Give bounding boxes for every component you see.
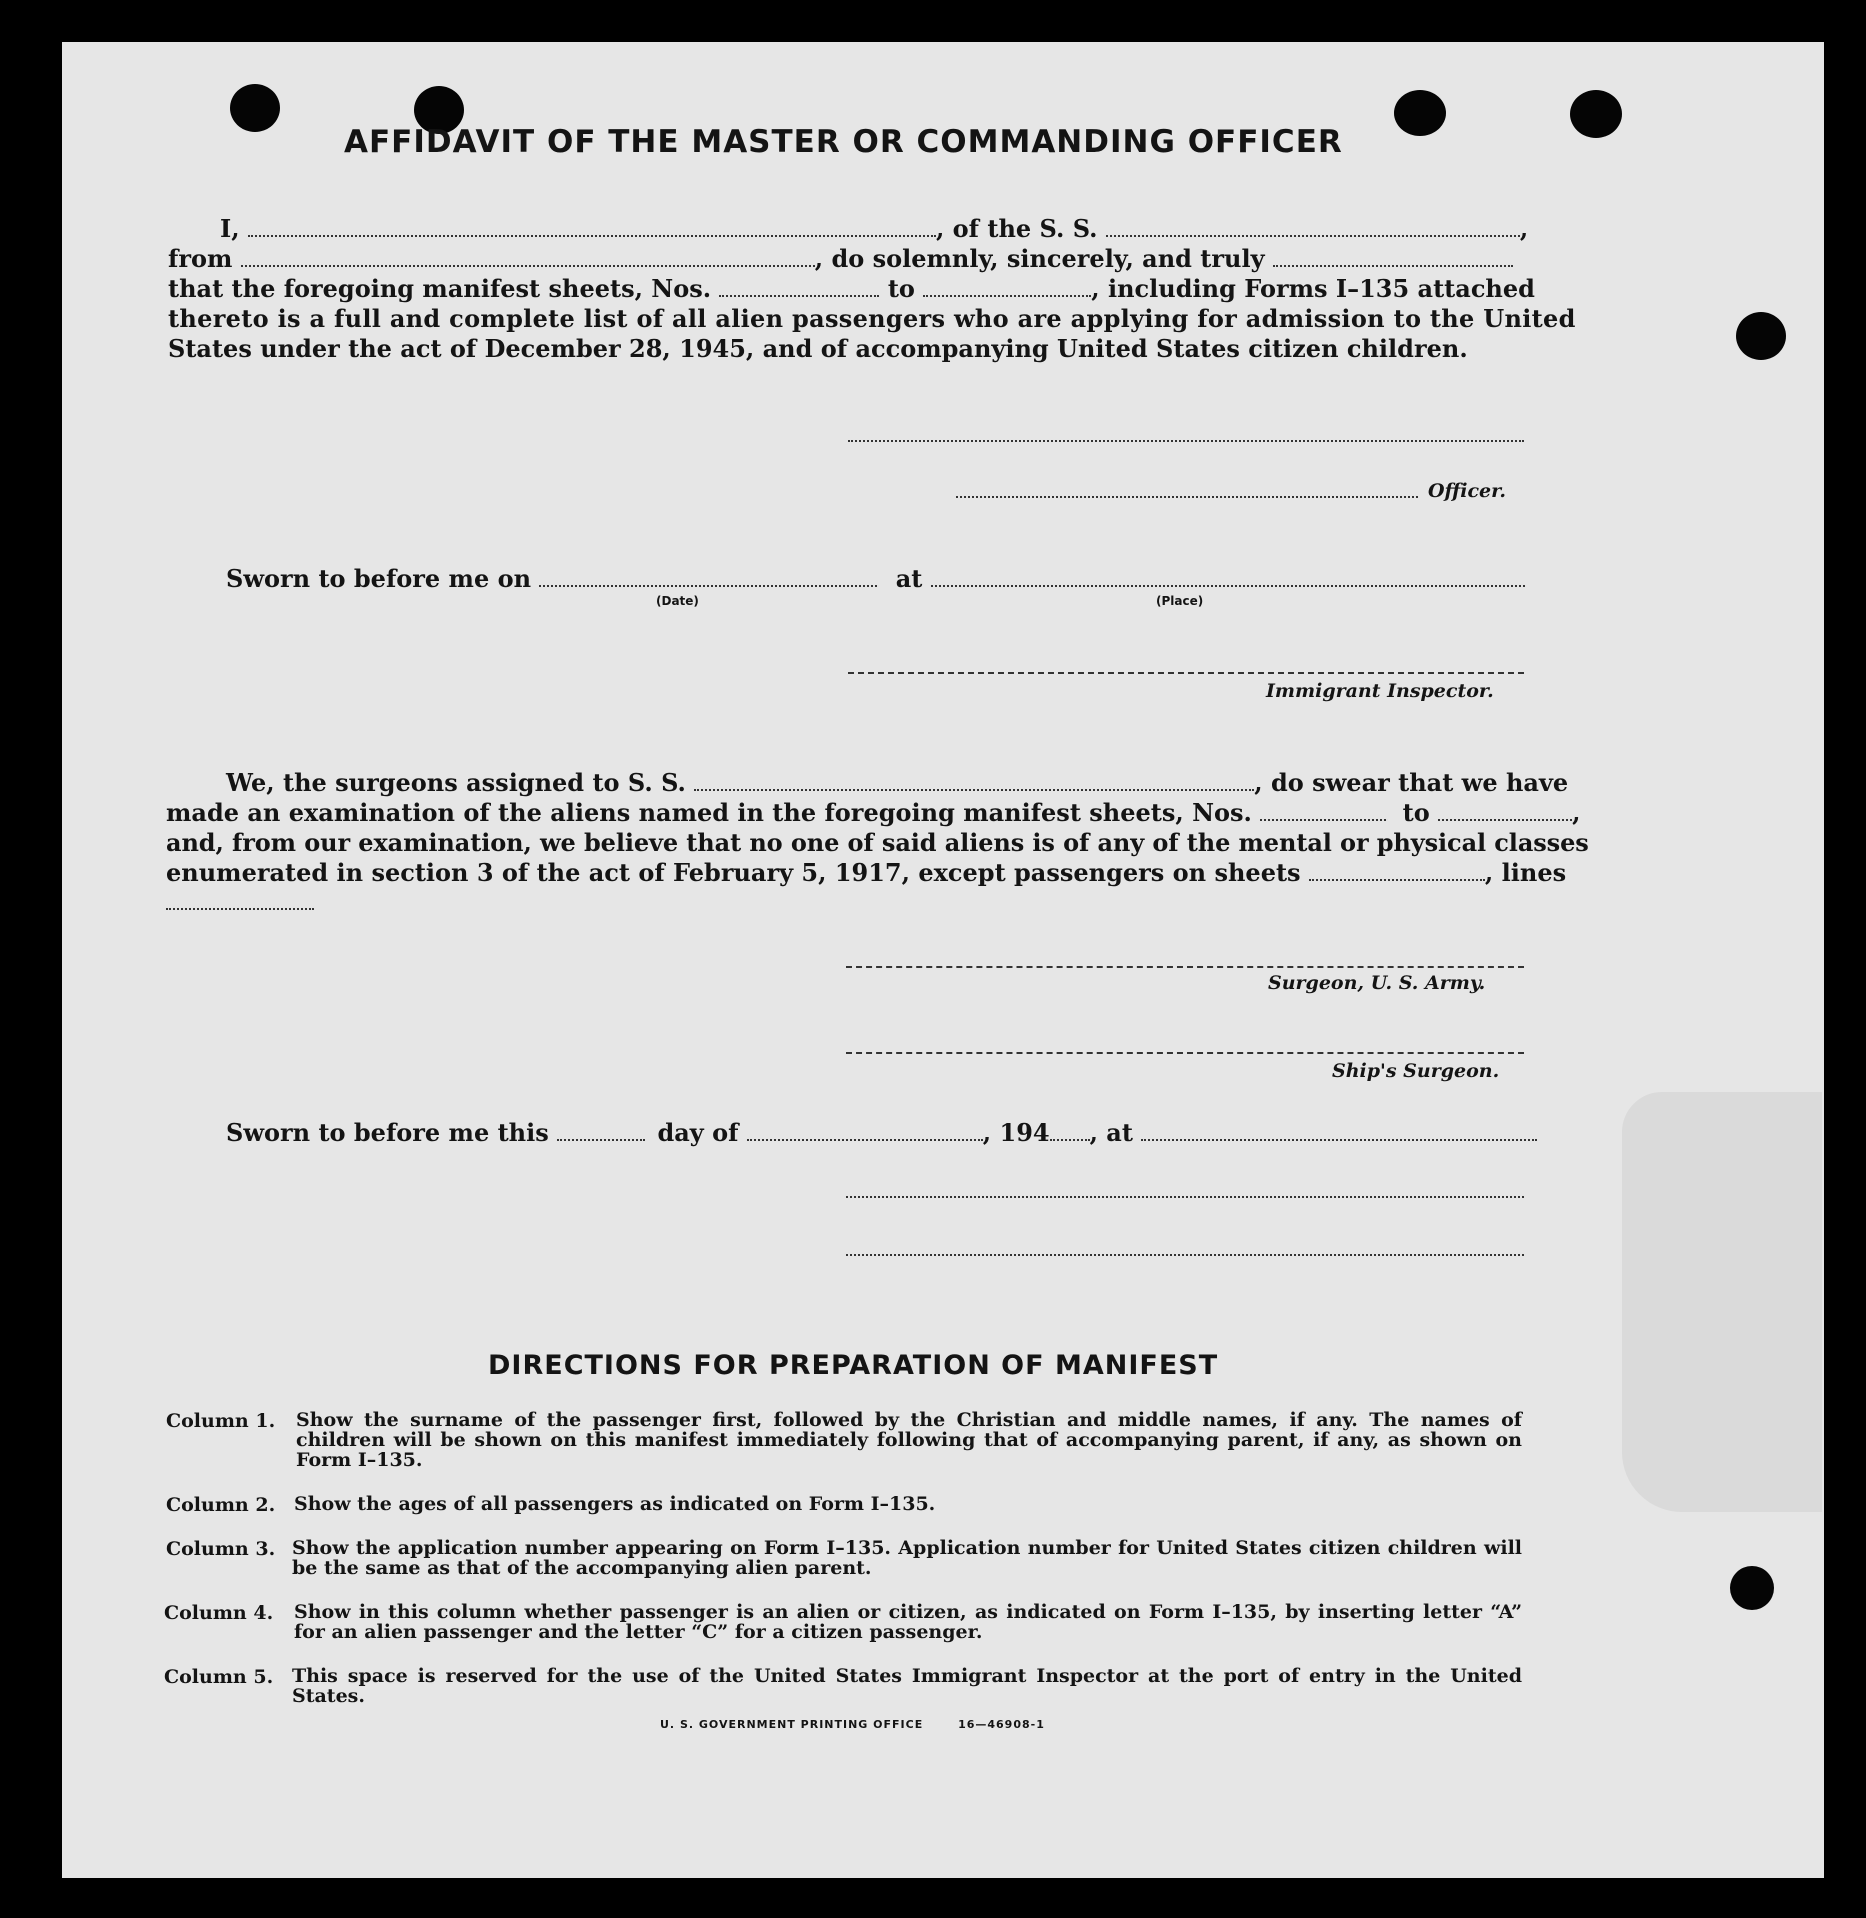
- surgeon-ship-field[interactable]: [694, 769, 1254, 791]
- year-prefix-text: , 194: [982, 1118, 1050, 1147]
- to-text: to: [1402, 798, 1430, 827]
- lines-text: , lines: [1484, 858, 1567, 887]
- column-1-text: Show the surname of the passenger first, followed by the Christian and middle names, if any. The names of children will be shown on this manifest immediately following that of accompanying parent, if any, as shown on Form I–135.: [296, 1409, 1522, 1471]
- from-text: from: [168, 244, 233, 273]
- army-surgeon-signature-line[interactable]: [846, 966, 1524, 968]
- sworn-this-text: Sworn to before me this: [226, 1118, 549, 1147]
- sheets-to-field[interactable]: [923, 275, 1091, 297]
- column-2-label: Column 2.: [166, 1494, 276, 1516]
- column-4-label: Column 4.: [164, 1602, 274, 1624]
- ship-name-field[interactable]: [1106, 215, 1520, 237]
- column-2-text: Show the ages of all passengers as indicated on Form I–135.: [294, 1493, 936, 1515]
- surgeons-line-3: and, from our examination, we believe that no one of said aliens is of any of the mental or physical classes: [166, 828, 1589, 857]
- manifest-sheets-text: that the foregoing manifest sheets, Nos.: [168, 274, 712, 303]
- sheets-from-field[interactable]: [719, 275, 879, 297]
- sworn-date-field[interactable]: [539, 565, 877, 587]
- surgeons-line-1: [226, 768, 1568, 798]
- column-5-label: Column 5.: [164, 1666, 274, 1688]
- surgeons-line-4: [166, 858, 1566, 888]
- column-3-label: Column 3.: [166, 1538, 276, 1560]
- comma: ,: [1572, 798, 1581, 827]
- punch-hole: [1570, 90, 1622, 138]
- immigrant-inspector-label: Immigrant Inspector.: [1266, 680, 1494, 702]
- examination-text: made an examination of the aliens named in the foregoing manifest sheets, Nos.: [166, 798, 1252, 827]
- day-of-text: day of: [657, 1118, 739, 1147]
- oath-field[interactable]: [1273, 245, 1513, 267]
- place-label: (Place): [1156, 594, 1204, 608]
- sworn-line-2: [226, 1118, 1537, 1148]
- ships-surgeon-signature-line[interactable]: [846, 1052, 1524, 1054]
- except-lines-field[interactable]: [166, 908, 314, 910]
- master-signature-line[interactable]: [848, 440, 1524, 442]
- column-4-text: Show in this column whether passenger is an alien or citizen, as indicated on Form I–135, by inserting letter “A” for an alien passenger and the letter “C” for a citizen passenger.: [294, 1601, 1522, 1643]
- do-swear-text: , do swear that we have: [1254, 768, 1569, 797]
- sworn-day-field[interactable]: [557, 1119, 645, 1141]
- paper-stain: [1622, 1092, 1822, 1512]
- exam-sheets-to-field[interactable]: [1438, 799, 1572, 821]
- directions-title: DIRECTIONS FOR PREPARATION OF MANIFEST: [488, 1350, 1219, 1381]
- punch-hole: [1730, 1566, 1774, 1610]
- including-forms-text: , including Forms I–135 attached: [1091, 274, 1535, 303]
- sworn-year-field[interactable]: [1050, 1119, 1090, 1141]
- sworn-month-field[interactable]: [747, 1119, 983, 1141]
- form-code-text: 16—46908-1: [958, 1718, 1045, 1731]
- punch-hole: [230, 84, 280, 132]
- affidavit-line-1: [220, 214, 1528, 244]
- affidavit-line-3: [168, 274, 1535, 304]
- officer-label: Officer.: [1428, 480, 1507, 502]
- document-page: [62, 42, 1824, 1878]
- punch-hole: [1394, 90, 1446, 136]
- column-3-text: Show the application number appearing on Form I–135. Application number for United States citizen children will be the same as that of the accompanying alien parent.: [292, 1537, 1522, 1579]
- exam-sheets-from-field[interactable]: [1260, 799, 1386, 821]
- of-ship-text: , of the S. S.: [935, 214, 1098, 243]
- to-text: to: [887, 274, 915, 303]
- printing-office-text: U. S. GOVERNMENT PRINTING OFFICE: [660, 1718, 924, 1731]
- from-port-field[interactable]: [241, 245, 815, 267]
- except-sheets-field[interactable]: [1309, 859, 1485, 881]
- punch-hole: [1736, 312, 1786, 360]
- affidavit-i: I,: [220, 214, 240, 243]
- column-5-text: This space is reserved for the use of the United States Immigrant Inspector at the port of entry in the United States.: [292, 1665, 1522, 1707]
- affidavit-line-4: thereto is a full and complete list of all alien passengers who are applying for admission to the United: [168, 304, 1576, 333]
- at-text: , at: [1089, 1118, 1133, 1147]
- affidavit-line-5: States under the act of December 28, 1945, and of accompanying United States citizen children.: [168, 334, 1468, 363]
- ships-surgeon-label: Ship's Surgeon.: [1332, 1060, 1500, 1082]
- solemnly-text: , do solemnly, sincerely, and truly: [814, 244, 1265, 273]
- sworn-before-text: Sworn to before me on: [226, 564, 532, 593]
- sworn-place-field-2[interactable]: [1141, 1119, 1537, 1141]
- officer-signature-line-1[interactable]: [846, 1196, 1524, 1198]
- army-surgeon-label: Surgeon, U. S. Army.: [1268, 972, 1486, 994]
- surgeons-line-2: [166, 798, 1580, 828]
- affidavit-line-2: [168, 244, 1513, 274]
- surgeons-assigned-text: We, the surgeons assigned to S. S.: [226, 768, 686, 797]
- inspector-signature-line[interactable]: [848, 672, 1524, 674]
- master-name-field[interactable]: [248, 215, 936, 237]
- officer-title-line[interactable]: [956, 496, 1418, 498]
- at-text: at: [895, 564, 923, 593]
- comma: ,: [1519, 214, 1529, 243]
- date-label: (Date): [656, 594, 699, 608]
- printing-office-imprint: [660, 1718, 1045, 1731]
- affidavit-title: AFFIDAVIT OF THE MASTER OR COMMANDING OFFICER: [344, 124, 1343, 160]
- sworn-place-field[interactable]: [931, 565, 1525, 587]
- enumerated-text: enumerated in section 3 of the act of February 5, 1917, except passengers on sheets: [166, 858, 1301, 887]
- sworn-line-1: [226, 564, 1525, 594]
- officer-signature-line-2[interactable]: [846, 1254, 1524, 1256]
- column-1-label: Column 1.: [166, 1410, 276, 1432]
